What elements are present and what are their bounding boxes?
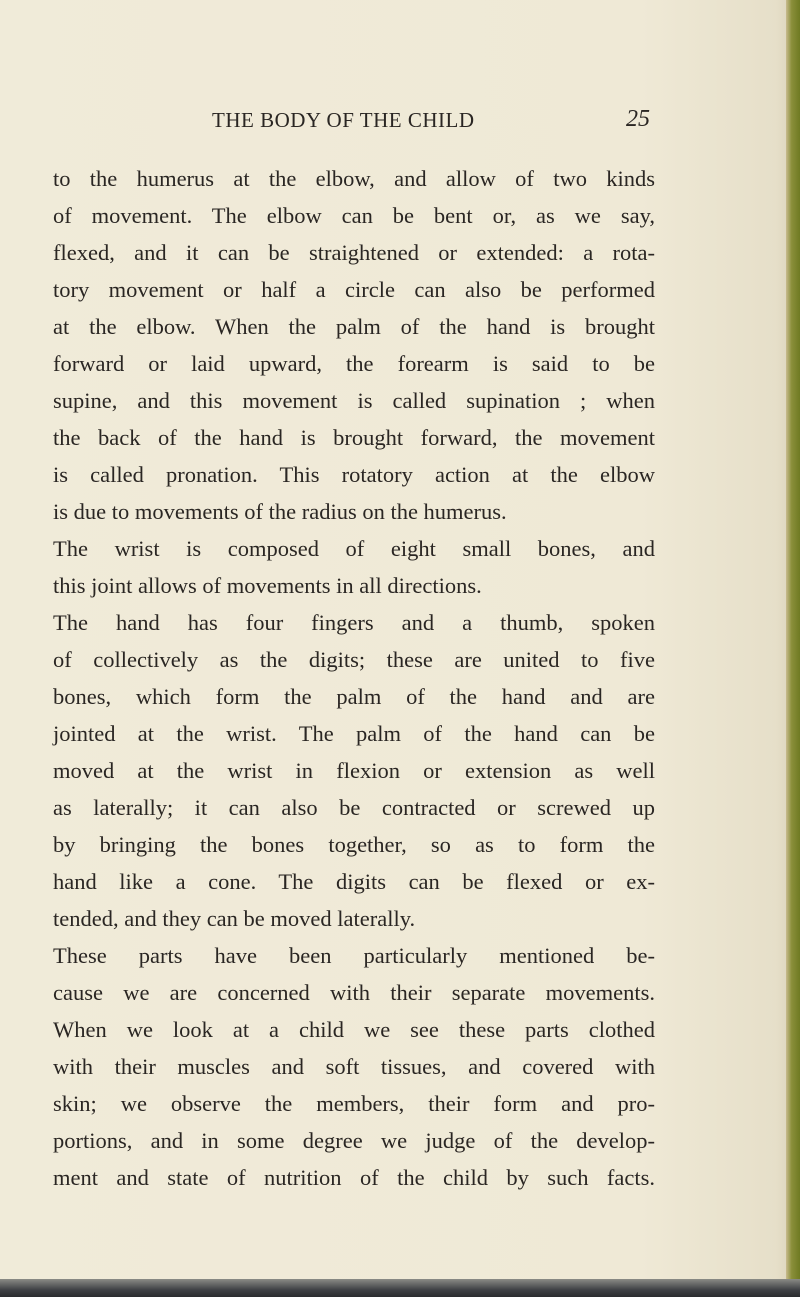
running-title: THE BODY OF THE CHILD bbox=[212, 108, 475, 132]
page-edge-bottom bbox=[0, 1279, 800, 1297]
text-line: of collectively as the digits; these are united to five bbox=[53, 647, 655, 672]
text-line: at the elbow. When the palm of the hand is brought bbox=[53, 314, 655, 339]
page-number: 25 bbox=[626, 106, 650, 132]
text-line: the back of the hand is brought forward, the movement bbox=[53, 425, 655, 450]
text-line: tended, and they can be moved laterally. bbox=[53, 906, 416, 931]
body-text bbox=[53, 160, 655, 1196]
text-line: portions, and in some degree we judge of the develop- bbox=[53, 1128, 655, 1153]
text-line: flexed, and it can be straightened or extended: a rota- bbox=[53, 240, 655, 265]
text-line: The wrist is composed of eight small bones, and bbox=[53, 536, 655, 561]
text-line: These parts have been particularly mentioned be- bbox=[53, 943, 655, 968]
text-line: cause we are concerned with their separate movements. bbox=[53, 980, 655, 1005]
text-line: supine, and this movement is called supination ; when bbox=[53, 388, 655, 413]
page-edge-right bbox=[786, 0, 800, 1297]
text-line: forward or laid upward, the forearm is said to be bbox=[53, 351, 655, 376]
text-line: skin; we observe the members, their form and pro- bbox=[53, 1091, 655, 1116]
text-line: of movement. The elbow can be bent or, as we say, bbox=[53, 203, 655, 228]
running-head bbox=[0, 108, 800, 138]
text-line: with their muscles and soft tissues, and covered with bbox=[53, 1054, 655, 1079]
text-line: tory movement or half a circle can also be performed bbox=[53, 277, 655, 302]
text-line: moved at the wrist in flexion or extension as well bbox=[53, 758, 655, 783]
text-line: jointed at the wrist. The palm of the hand can be bbox=[53, 721, 655, 746]
text-line: When we look at a child we see these parts clothed bbox=[53, 1017, 655, 1042]
text-line: The hand has four fingers and a thumb, spoken bbox=[53, 610, 655, 635]
text-line: as laterally; it can also be contracted or screwed up bbox=[53, 795, 655, 820]
text-line: to the humerus at the elbow, and allow of two kinds bbox=[53, 166, 655, 191]
text-line: bones, which form the palm of the hand and are bbox=[53, 684, 655, 709]
text-line: is called pronation. This rotatory action at the elbow bbox=[53, 462, 655, 487]
text-line: is due to movements of the radius on the humerus. bbox=[53, 499, 507, 524]
text-line: ment and state of nutrition of the child by such facts. bbox=[53, 1165, 655, 1190]
text-line: hand like a cone. The digits can be flexed or ex- bbox=[53, 869, 655, 894]
text-line: this joint allows of movements in all directions. bbox=[53, 573, 482, 598]
text-line: by bringing the bones together, so as to form the bbox=[53, 832, 655, 857]
